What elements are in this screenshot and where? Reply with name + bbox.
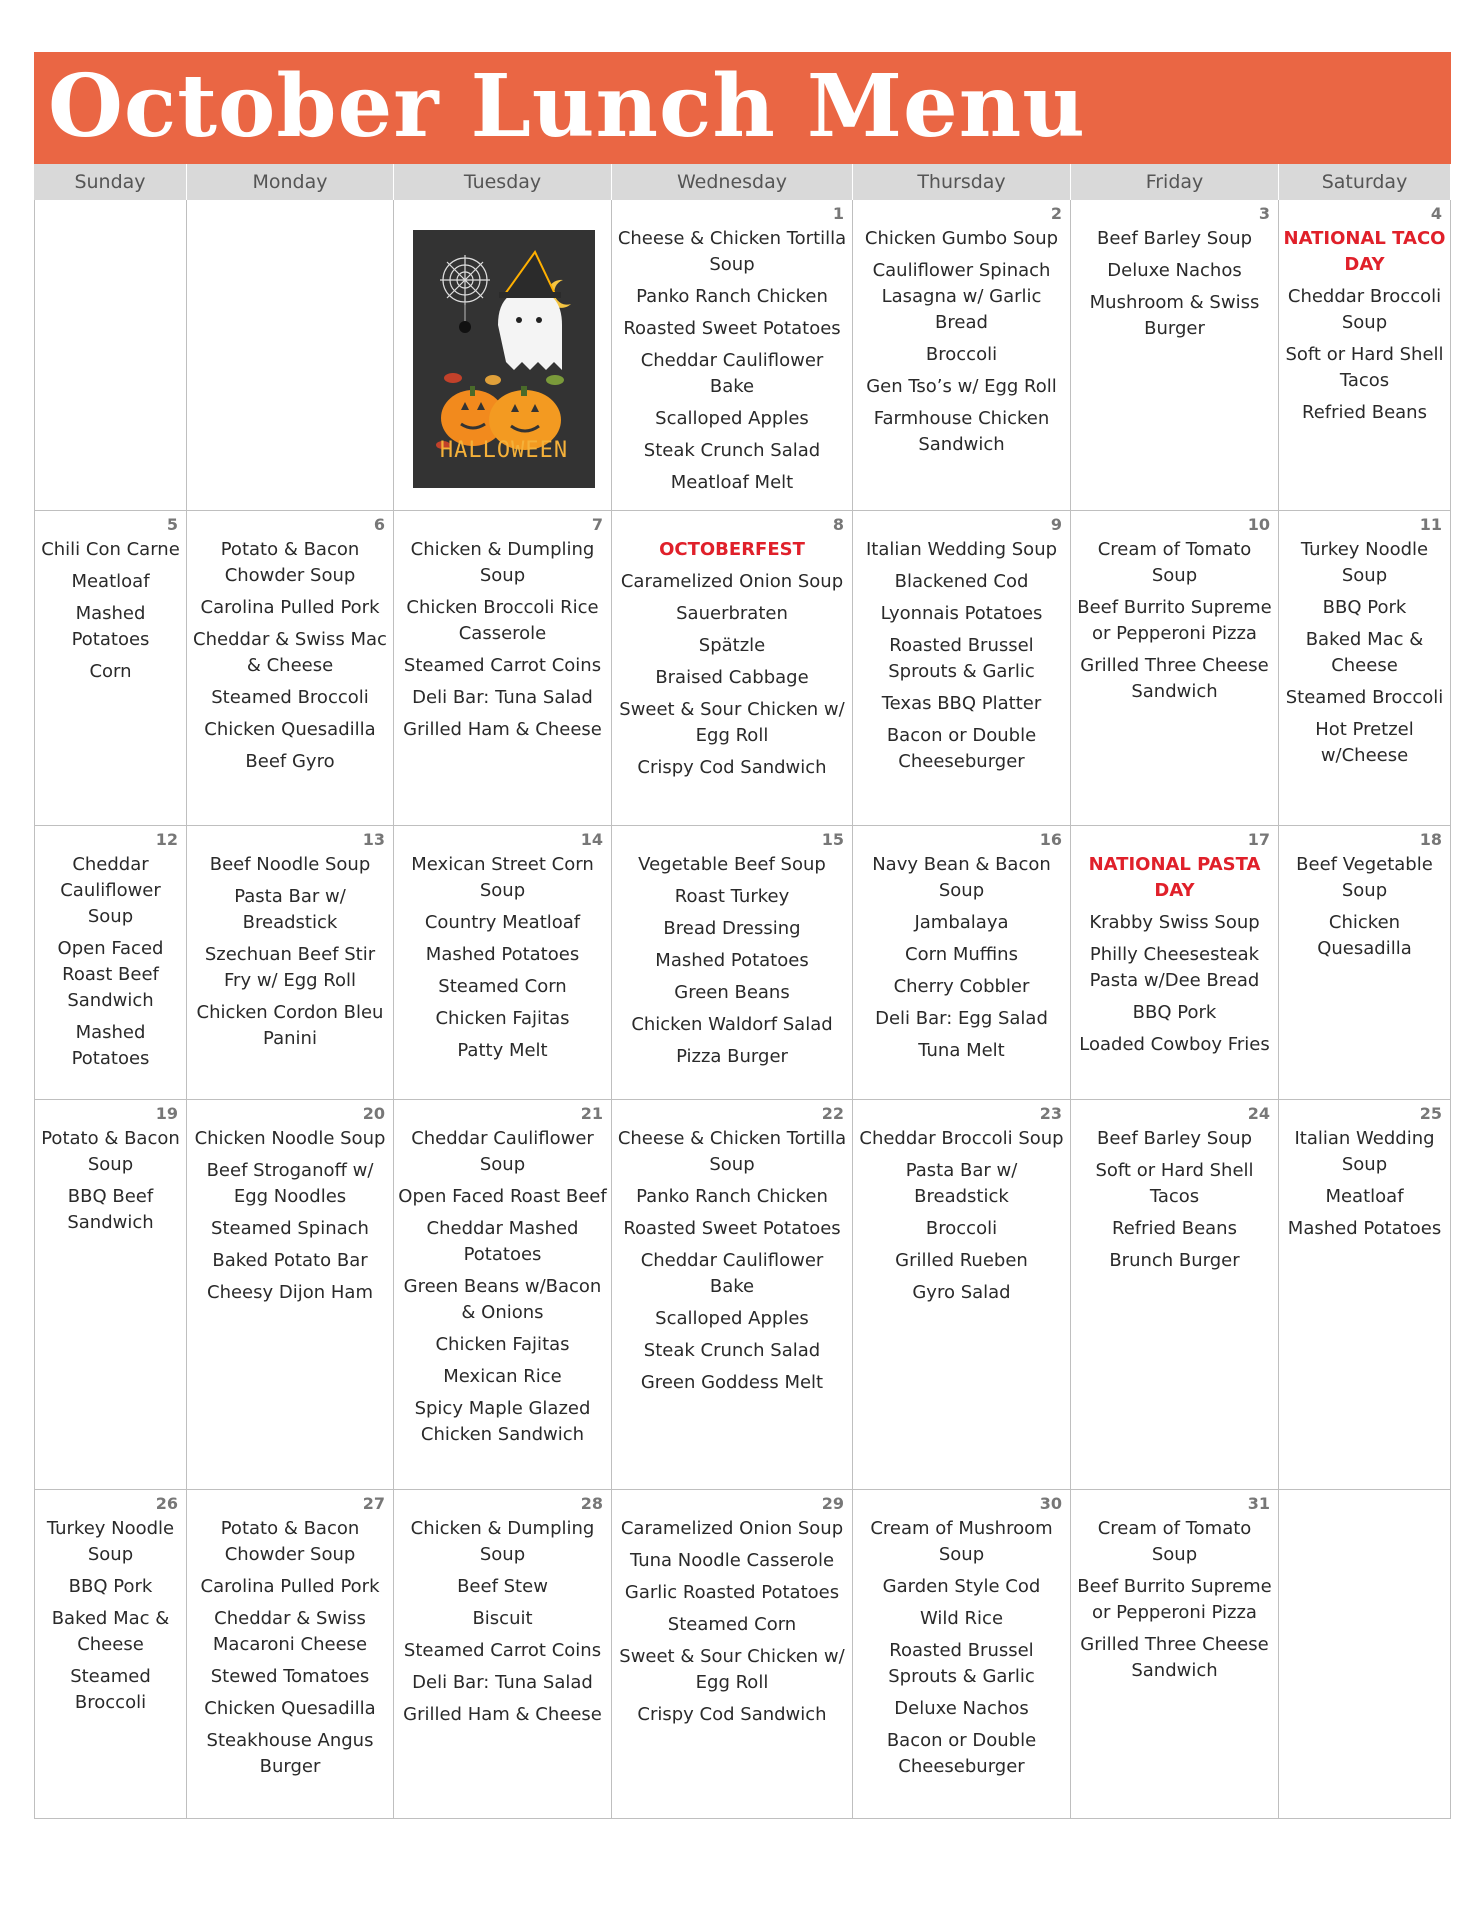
menu-item: Beef Barley Soup — [1096, 1128, 1253, 1149]
day-header-sunday: Sunday — [34, 164, 187, 200]
day-cell — [1071, 826, 1279, 1100]
menu-item: Broccoli — [925, 344, 998, 365]
menu-item: Cheesy Dijon Ham — [207, 1282, 373, 1303]
menu-list — [39, 852, 182, 1078]
menu-item: Chicken & Dumpling Soup — [410, 539, 595, 586]
menu-item: Loaded Cowboy Fries — [1079, 1034, 1270, 1055]
day-number: 31 — [1247, 1494, 1270, 1513]
menu-item: Cheddar Cauliflower Bake — [640, 350, 824, 397]
day-cell — [394, 511, 612, 826]
menu-item: Lyonnais Potatoes — [880, 603, 1043, 624]
menu-item: Roasted Sweet Potatoes — [623, 1218, 841, 1239]
menu-item: Deluxe Nachos — [894, 1698, 1029, 1719]
day-cell — [187, 1490, 394, 1819]
menu-list — [857, 1516, 1066, 1786]
menu-item: Cauliflower Spinach Lasagna w/ Garlic Bread — [872, 260, 1051, 333]
menu-item: Grilled Ham & Cheese — [403, 1704, 602, 1725]
menu-item: Sweet & Sour Chicken w/ Egg Roll — [619, 1646, 845, 1693]
menu-item: BBQ Pork — [1322, 597, 1407, 618]
menu-list — [1283, 1126, 1446, 1248]
day-number: 22 — [821, 1104, 844, 1123]
menu-item: Patty Melt — [457, 1040, 548, 1061]
menu-list — [616, 1126, 848, 1402]
menu-item: Cream of Tomato Soup — [1097, 1518, 1252, 1565]
menu-list — [398, 852, 607, 1070]
menu-item: Chicken Broccoli Rice Casserole — [406, 597, 599, 644]
menu-list — [191, 1516, 389, 1786]
menu-item: Chicken Gumbo Soup — [864, 228, 1059, 249]
day-cell — [853, 511, 1071, 826]
menu-item: Grilled Rueben — [895, 1250, 1028, 1271]
menu-item: Potato & Bacon Chowder Soup — [220, 539, 360, 586]
menu-item: Steamed Carrot Coins — [403, 655, 602, 676]
day-cell — [34, 1490, 187, 1819]
menu-item: Beef Noodle Soup — [209, 854, 371, 875]
menu-item: Texas BBQ Platter — [881, 693, 1042, 714]
day-number: 7 — [591, 515, 603, 534]
day-cell — [1071, 1100, 1279, 1490]
day-cell — [1071, 511, 1279, 826]
menu-list — [39, 1516, 182, 1722]
menu-item: Roast Turkey — [674, 886, 790, 907]
menu-item: Farmhouse Chicken Sandwich — [873, 408, 1050, 455]
menu-list — [1283, 226, 1446, 432]
menu-item: Cheddar Cauliflower Soup — [60, 854, 161, 927]
day-cell — [1279, 826, 1451, 1100]
menu-list — [857, 1126, 1066, 1312]
menu-item: Mashed Potatoes — [71, 603, 150, 650]
menu-item: Chicken Cordon Bleu Panini — [196, 1002, 384, 1049]
menu-item: Pizza Burger — [676, 1046, 788, 1067]
day-number: 21 — [580, 1104, 603, 1123]
menu-item: Biscuit — [472, 1608, 533, 1629]
menu-item: Soft or Hard Shell Tacos — [1095, 1160, 1254, 1207]
day-number: 15 — [821, 830, 844, 849]
menu-item: Blackened Cod — [894, 571, 1029, 592]
menu-item: Corn — [89, 661, 132, 682]
menu-list — [1075, 226, 1274, 348]
menu-item: Gen Tso’s w/ Egg Roll — [866, 376, 1057, 397]
menu-item: Cheddar Cauliflower Bake — [640, 1250, 824, 1297]
day-cell — [394, 1100, 612, 1490]
day-number: 28 — [580, 1494, 603, 1513]
menu-item: Caramelized Onion Soup — [620, 1518, 844, 1539]
menu-list — [1075, 537, 1274, 711]
menu-list — [1283, 537, 1446, 775]
menu-item: Mashed Potatoes — [655, 950, 809, 971]
day-header-saturday: Saturday — [1279, 164, 1451, 200]
menu-item: Carolina Pulled Pork — [200, 1576, 380, 1597]
day-cell — [1071, 200, 1279, 511]
day-cell — [853, 1100, 1071, 1490]
menu-item: Cheese & Chicken Tortilla Soup — [617, 1128, 847, 1175]
menu-item: Garden Style Cod — [882, 1576, 1041, 1597]
menu-item: Grilled Three Cheese Sandwich — [1080, 655, 1269, 702]
menu-item: Navy Bean & Bacon Soup — [872, 854, 1051, 901]
day-cell — [1279, 511, 1451, 826]
day-cell — [853, 826, 1071, 1100]
menu-item: Cherry Cobbler — [893, 976, 1030, 997]
day-number: 25 — [1419, 1104, 1442, 1123]
menu-item: Szechuan Beef Stir Fry w/ Egg Roll — [204, 944, 376, 991]
menu-item: Chicken Noodle Soup — [194, 1128, 386, 1149]
menu-item: Pasta Bar w/ Breadstick — [234, 886, 346, 933]
menu-list — [39, 537, 182, 691]
menu-item: Chicken & Dumpling Soup — [410, 1518, 595, 1565]
menu-item: Italian Wedding Soup — [1294, 1128, 1435, 1175]
menu-item: Turkey Noodle Soup — [1300, 539, 1429, 586]
menu-item: Bacon or Double Cheeseburger — [886, 725, 1037, 772]
menu-list — [191, 537, 389, 781]
menu-item: Scalloped Apples — [655, 1308, 809, 1329]
halloween-label: HALLOWEEN — [439, 438, 569, 463]
menu-item: Sauerbraten — [676, 603, 788, 624]
menu-item: Steakhouse Angus Burger — [206, 1730, 374, 1777]
menu-item: Steamed Carrot Coins — [403, 1640, 602, 1661]
menu-list — [616, 226, 848, 502]
day-cell — [612, 200, 853, 511]
menu-item: Braised Cabbage — [655, 667, 809, 688]
day-cell — [394, 1490, 612, 1819]
menu-item: Mashed Potatoes — [1287, 1218, 1442, 1239]
menu-item: Cheddar & Swiss Mac & Cheese — [193, 629, 387, 676]
menu-item: Mashed Potatoes — [425, 944, 580, 965]
menu-item: Corn Muffins — [905, 944, 1018, 965]
day-header-wednesday: Wednesday — [612, 164, 853, 200]
menu-list — [398, 1516, 607, 1734]
menu-item: Roasted Brussel Sprouts & Garlic — [888, 1640, 1035, 1687]
menu-item: Chicken Quesadilla — [1317, 912, 1412, 959]
day-cell — [853, 200, 1071, 511]
day-header-tuesday: Tuesday — [394, 164, 612, 200]
menu-item: Scalloped Apples — [655, 408, 809, 429]
menu-item: Spätzle — [698, 635, 766, 656]
menu-item: Steamed Spinach — [211, 1218, 369, 1239]
menu-item: Potato & Bacon Chowder Soup — [220, 1518, 360, 1565]
menu-list — [398, 1126, 607, 1454]
menu-item: Open Faced Roast Beef Sandwich — [57, 938, 164, 1011]
menu-item: Beef Stew — [457, 1576, 548, 1597]
day-cell — [394, 826, 612, 1100]
menu-item: Mushroom & Swiss Burger — [1089, 292, 1260, 339]
day-cell — [1279, 200, 1451, 511]
menu-item: Broccoli — [925, 1218, 998, 1239]
day-number: 13 — [362, 830, 385, 849]
day-cell — [612, 1100, 853, 1490]
menu-list — [1075, 1516, 1274, 1690]
menu-item: Tuna Melt — [918, 1040, 1005, 1061]
day-number: 27 — [362, 1494, 385, 1513]
menu-item: Cream of Tomato Soup — [1097, 539, 1252, 586]
day-cell — [853, 1490, 1071, 1819]
day-number: 12 — [155, 830, 178, 849]
menu-item: Bacon or Double Cheeseburger — [886, 1730, 1037, 1777]
title-banner — [34, 52, 1451, 164]
day-number: 10 — [1247, 515, 1270, 534]
day-number: 17 — [1247, 830, 1270, 849]
menu-item: Panko Ranch Chicken — [636, 1186, 828, 1207]
menu-item: Steamed Broccoli — [211, 687, 369, 708]
menu-item: Roasted Sweet Potatoes — [623, 318, 841, 339]
menu-item: Panko Ranch Chicken — [636, 286, 828, 307]
menu-item: Crispy Cod Sandwich — [637, 757, 827, 778]
menu-list — [191, 1126, 389, 1312]
day-number: 2 — [1050, 204, 1062, 223]
menu-item: Green Beans w/Bacon & Onions — [403, 1276, 602, 1323]
day-header-thursday: Thursday — [853, 164, 1071, 200]
menu-item: Steamed Corn — [667, 1614, 797, 1635]
menu-item: Grilled Ham & Cheese — [403, 719, 602, 740]
menu-item: BBQ Pork — [1132, 1002, 1217, 1023]
halloween-illustration — [413, 230, 595, 488]
menu-list — [398, 537, 607, 749]
day-cell — [187, 200, 394, 511]
day-cell — [187, 1100, 394, 1490]
day-number: 24 — [1247, 1104, 1270, 1123]
day-number: 16 — [1039, 830, 1062, 849]
menu-item: Chicken Quesadilla — [204, 1698, 376, 1719]
day-cell — [612, 1490, 853, 1819]
day-number: 19 — [155, 1104, 178, 1123]
day-number: 6 — [373, 515, 385, 534]
day-number: 23 — [1039, 1104, 1062, 1123]
day-number: 14 — [580, 830, 603, 849]
menu-item: Caramelized Onion Soup — [620, 571, 844, 592]
menu-item: Chicken Fajitas — [435, 1008, 570, 1029]
menu-item: Steamed Corn — [438, 976, 567, 997]
menu-item: Crispy Cod Sandwich — [637, 1704, 827, 1725]
menu-item: Meatloaf — [1325, 1186, 1404, 1207]
day-number: 11 — [1419, 515, 1442, 534]
day-header-monday: Monday — [187, 164, 394, 200]
menu-item: Krabby Swiss Soup — [1089, 912, 1260, 933]
menu-item: BBQ Beef Sandwich — [67, 1186, 154, 1233]
menu-list — [1283, 852, 1446, 968]
day-cell — [1279, 1490, 1451, 1819]
spiderweb-icon — [440, 255, 490, 305]
menu-item: Cheddar Mashed Potatoes — [426, 1218, 579, 1265]
day-number: 18 — [1419, 830, 1442, 849]
menu-item: Philly Cheesesteak Pasta w/Dee Bread — [1089, 944, 1260, 991]
menu-item: Beef Vegetable Soup — [1296, 854, 1433, 901]
menu-item: Turkey Noodle Soup — [46, 1518, 175, 1565]
day-number: 26 — [155, 1494, 178, 1513]
menu-item: Steak Crunch Salad — [643, 440, 821, 461]
menu-item: Refried Beans — [1302, 402, 1427, 423]
menu-item: Green Beans — [674, 982, 790, 1003]
menu-list — [857, 537, 1066, 781]
menu-item: Beef Barley Soup — [1096, 228, 1253, 249]
menu-list — [616, 852, 848, 1076]
menu-item: Baked Mac & Cheese — [1305, 629, 1424, 676]
menu-item: Tuna Noodle Casserole — [629, 1550, 835, 1571]
special-day-label: OCTOBERFEST — [659, 539, 805, 560]
menu-list — [616, 537, 848, 787]
menu-list — [39, 1126, 182, 1242]
menu-item: Bread Dressing — [663, 918, 801, 939]
special-day-label: NATIONAL PASTA DAY — [1088, 854, 1261, 901]
menu-item: Chicken Waldorf Salad — [631, 1014, 833, 1035]
menu-item: Vegetable Beef Soup — [638, 854, 826, 875]
menu-item: Soft or Hard Shell Tacos — [1285, 344, 1444, 391]
day-number: 5 — [166, 515, 178, 534]
day-cell — [34, 826, 187, 1100]
menu-item: Country Meatloaf — [424, 912, 581, 933]
menu-item: Jambalaya — [914, 912, 1009, 933]
menu-item: Beef Stroganoff w/ Egg Noodles — [206, 1160, 374, 1207]
menu-item: BBQ Pork — [68, 1576, 153, 1597]
day-cell — [394, 200, 612, 511]
menu-item: Roasted Brussel Sprouts & Garlic — [888, 635, 1035, 682]
menu-item: Potato & Bacon Soup — [41, 1128, 180, 1175]
menu-item: Cheese & Chicken Tortilla Soup — [617, 228, 847, 275]
day-number: 9 — [1050, 515, 1062, 534]
day-cell — [612, 511, 853, 826]
menu-item: Baked Potato Bar — [212, 1250, 368, 1271]
menu-item: Deli Bar: Egg Salad — [875, 1008, 1048, 1029]
special-day-label: NATIONAL TACO DAY — [1283, 228, 1446, 275]
menu-item: Spicy Maple Glazed Chicken Sandwich — [414, 1398, 591, 1445]
day-number: 20 — [362, 1104, 385, 1123]
menu-item: Stewed Tomatoes — [210, 1666, 370, 1687]
menu-list — [616, 1516, 848, 1734]
menu-item: Deli Bar: Tuna Salad — [412, 1672, 593, 1693]
menu-item: Beef Burrito Supreme or Pepperoni Pizza — [1077, 1576, 1272, 1623]
menu-item: Cheddar Broccoli Soup — [859, 1128, 1064, 1149]
page-title: October Lunch Menu — [48, 56, 1086, 157]
menu-item: Steak Crunch Salad — [643, 1340, 821, 1361]
day-cell — [34, 511, 187, 826]
menu-item: Deli Bar: Tuna Salad — [412, 687, 593, 708]
menu-item: Brunch Burger — [1109, 1250, 1240, 1271]
day-number: 3 — [1258, 204, 1270, 223]
day-number: 4 — [1430, 204, 1442, 223]
menu-item: Mexican Street Corn Soup — [411, 854, 594, 901]
menu-item: Deluxe Nachos — [1107, 260, 1242, 281]
menu-item: Mexican Rice — [443, 1366, 562, 1387]
calendar-grid — [34, 164, 1451, 1819]
day-cell — [1071, 1490, 1279, 1819]
menu-item: Italian Wedding Soup — [865, 539, 1058, 560]
menu-item: Wild Rice — [919, 1608, 1004, 1629]
menu-item: Chili Con Carne — [41, 539, 180, 560]
menu-item: Beef Burrito Supreme or Pepperoni Pizza — [1077, 597, 1272, 644]
menu-item: Beef Gyro — [245, 751, 335, 772]
menu-item: Open Faced Roast Beef — [398, 1186, 607, 1207]
day-number: 1 — [832, 204, 844, 223]
day-number: 29 — [821, 1494, 844, 1513]
day-cell — [187, 826, 394, 1100]
menu-item: Cheddar Cauliflower Soup — [411, 1128, 594, 1175]
menu-item: Mashed Potatoes — [71, 1022, 150, 1069]
menu-item: Steamed Broccoli — [70, 1666, 151, 1713]
menu-item: Meatloaf — [71, 571, 150, 592]
menu-item: Steamed Broccoli — [1285, 687, 1444, 708]
menu-item: Carolina Pulled Pork — [200, 597, 380, 618]
menu-item: Grilled Three Cheese Sandwich — [1080, 1634, 1269, 1681]
day-number: 8 — [832, 515, 844, 534]
menu-item: Green Goddess Melt — [640, 1372, 824, 1393]
menu-item: Cheddar & Swiss Macaroni Cheese — [212, 1608, 368, 1655]
menu-item: Pasta Bar w/ Breadstick — [905, 1160, 1018, 1207]
day-cell — [34, 200, 187, 511]
menu-list — [1075, 852, 1274, 1064]
menu-item: Chicken Fajitas — [435, 1334, 570, 1355]
day-cell — [1279, 1100, 1451, 1490]
day-cell — [34, 1100, 187, 1490]
menu-item: Sweet & Sour Chicken w/ Egg Roll — [619, 699, 845, 746]
menu-list — [857, 852, 1066, 1070]
menu-item: Gyro Salad — [912, 1282, 1011, 1303]
menu-list — [191, 852, 389, 1058]
day-header-friday: Friday — [1071, 164, 1279, 200]
menu-list — [1075, 1126, 1274, 1280]
menu-item: Chicken Quesadilla — [204, 719, 376, 740]
day-number: 30 — [1039, 1494, 1062, 1513]
menu-item: Baked Mac & Cheese — [51, 1608, 170, 1655]
day-cell — [187, 511, 394, 826]
menu-list — [857, 226, 1066, 464]
menu-item: Garlic Roasted Potatoes — [624, 1582, 840, 1603]
menu-item: Hot Pretzel w/Cheese — [1315, 719, 1414, 766]
menu-item: Cheddar Broccoli Soup — [1287, 286, 1442, 333]
menu-item: Refried Beans — [1112, 1218, 1237, 1239]
menu-item: Meatloaf Melt — [670, 472, 794, 493]
menu-item: Cream of Mushroom Soup — [870, 1518, 1053, 1565]
day-cell — [612, 826, 853, 1100]
